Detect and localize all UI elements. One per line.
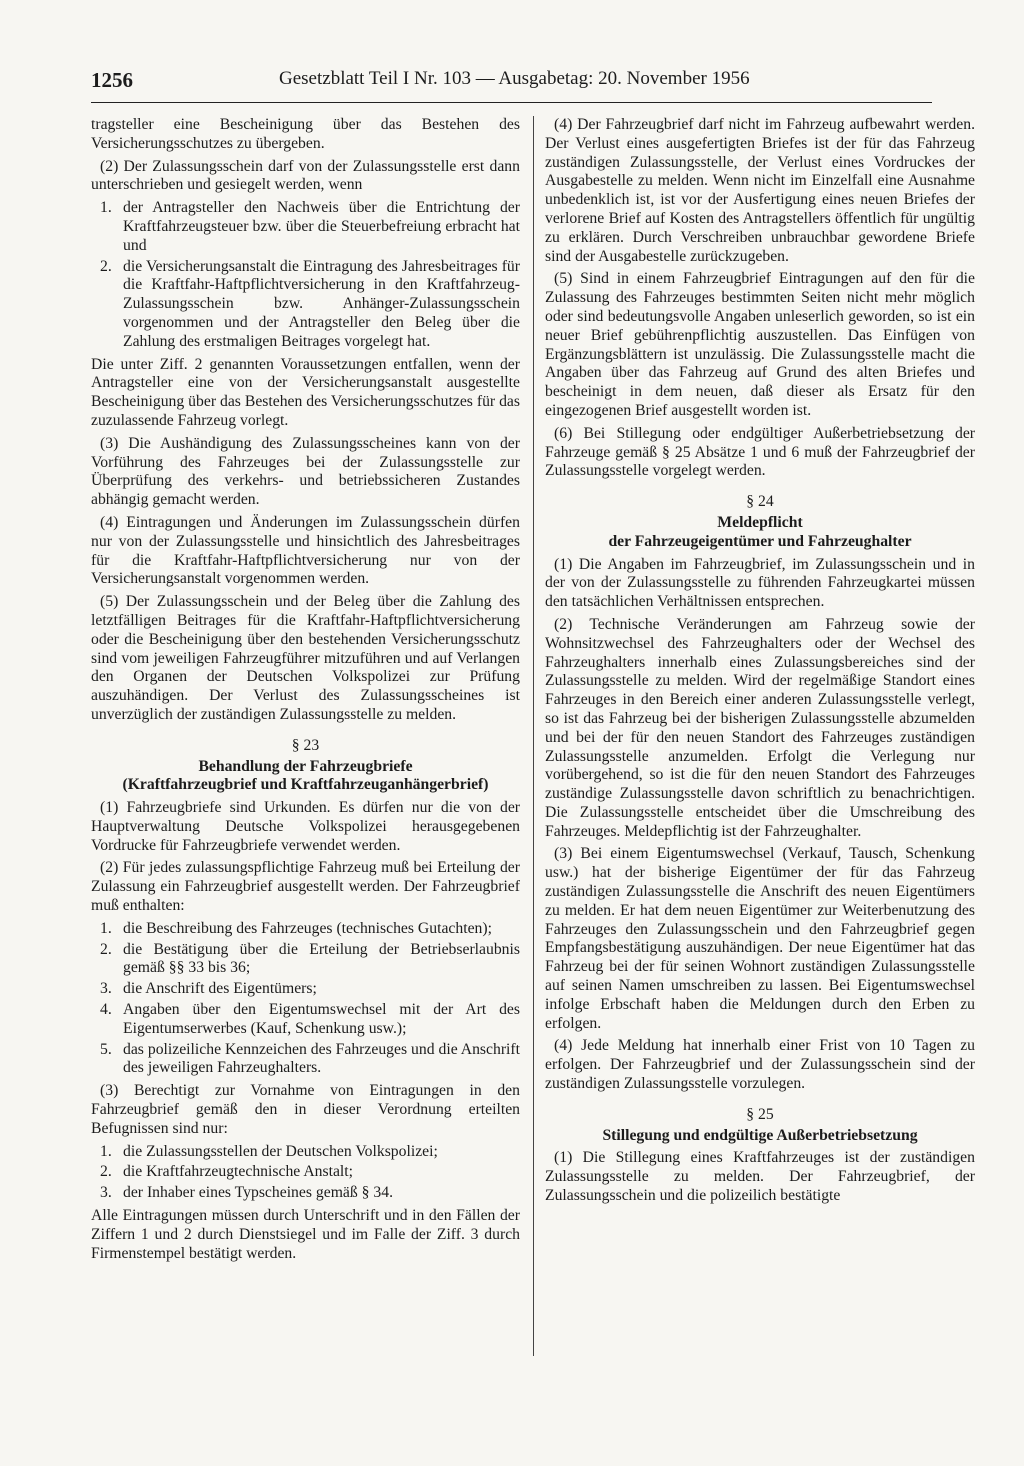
paragraph-22-2: (2) Der Zulassungsschein darf von der Zulassungsstelle erst dann unterschrieben und gesiegelt werden, wenn [91, 157, 520, 194]
section-24-title [545, 514, 975, 552]
list-item: 4. Angaben über den Eigentumswechsel mit der Art des Eigentumserwerbes (Kauf, Schenkung usw.); [100, 1001, 520, 1037]
paragraph-continuation: tragsteller eine Bescheinigung über das Bestehen des Versicherungsschutzes zu übergeben. [91, 116, 520, 152]
section-23-title-line1: Behandlung der Fahrzeugbriefe [198, 757, 413, 775]
paragraph-24-1: (1) Die Angaben im Fahrzeugbrief, im Zulassungsschein und in der von der Zulassungsstelle zu führenden Fahrzeugkartei müssen den tatsächlichen Verhältnissen entsprechen. [545, 555, 975, 611]
page-header [91, 68, 931, 94]
paragraph-24-3: (3) Bei einem Eigentumswechsel (Verkauf, Tausch, Schenkung usw.) hat der bisherige Eigentümer der für das Fahrzeug zuständigen Zulassungsstelle die Anschrift des neuen Eigentümers zu melden. Er hat dem neuen Eigentümer zur Weiterbenutzung des Fahrzeuges den Zulassungsschein und den Fahrzeugbrief gegen Empfangsbestätigung auszuhändigen. Der neue Eigentümer hat das Fahrzeug bei der für seinen Wohnort zuständigen Zulassungsstelle auf seinen Namen umschreiben zu lassen. Bei Eigentumswechsel infolge Erbschaft haben die Meldungen durch den Erben zu erfolgen. [545, 845, 975, 1032]
list-item: 2. die Kraftfahrzeugtechnische Anstalt; [100, 1163, 353, 1181]
paragraph-22-4: (4) Eintragungen und Änderungen im Zulassungsschein dürfen nur von der Zulassungsstelle und hinsichtlich des Jahresbeitrages für die Kraftfahr-Haftpflichtversicherung nur von der Versicherungsanstalt vorgenommen werden. [91, 513, 520, 588]
right-column [545, 116, 975, 1210]
section-23-title-line2: (Kraftfahrzeugbrief und Kraftfahrzeuganhängerbrief) [122, 776, 489, 794]
paragraph-23-1: (1) Fahrzeugbriefe sind Urkunden. Es dürfen nur die von der Hauptverwaltung Deutsche Volkspolizei herausgegebenen Vordrucke für Fahrzeugbriefe verwendet werden. [91, 799, 520, 854]
section-24-title-line1: Meldepflicht [717, 513, 803, 531]
list-item: 1. die Beschreibung des Fahrzeuges (technisches Gutachten); [100, 919, 492, 937]
list-23-3 [91, 1143, 520, 1203]
section-23-number: § 23 [291, 736, 320, 754]
page-number: 1256 [91, 68, 133, 92]
section-25-title: Stillegung und endgültige Außerbetriebsetzung [602, 1126, 918, 1144]
list-item: 1. die Zulassungsstellen der Deutschen Volkspolizei; [100, 1142, 438, 1160]
paragraph-22-3: (3) Die Aushändigung des Zulassungsscheines kann von der Vorführung des Fahrzeuges bei der Zulassungsstelle zur Überprüfung des verkehrs- und betriebssicheren Zustandes abhängig gemacht werden. [91, 434, 520, 509]
header-rule [91, 102, 932, 103]
list-item: 5. das polizeiliche Kennzeichen des Fahrzeuges und die Anschrift des jeweiligen Fahrzeughalters. [100, 1040, 520, 1077]
list-item: 2. die Versicherungsanstalt die Eintragung des Jahresbeitrages für die Kraftfahr-Haftpflichtversicherung in den Kraftfahrzeug-Zulassungsschein bzw. Anhänger-Zulassungsschein vorgenommen und der Antragsteller den Beleg über die Zahlung des erstmaligen Beitrages vorgelegt hat. [100, 257, 520, 350]
section-24-number: § 24 [746, 493, 774, 511]
paragraph-24-2: (2) Technische Veränderungen am Fahrzeug sowie der Wohnsitzwechsel des Fahrzeughalters oder der Wechsel des Fahrzeughalters innerhalb eines Zulassungsbereiches sind der Zulassungsstelle zu melden. Wird der regelmäßige Standort eines Fahrzeuges in den Bereich einer anderen Zulassungsstelle verlegt, so ist das Fahrzeug bei der bisherigen Zulassungsstelle abzumelden und bei der für den neuen Standort des Fahrzeuges zuständigen Zulassungsstelle anzumelden. Erfolgt die Verlegung nur vorübergehend, so ist die für den neuen Standort des Fahrzeuges zuständige Zulassungsstelle davon schriftlich zu benachrichtigen. Die Zulassungsstelle entscheidet über die Umschreibung des Fahrzeuges. Meldepflichtig ist der Fahrzeughalter. [545, 615, 975, 840]
section-24-title-line2: der Fahrzeugeigentümer und Fahrzeughalter [608, 532, 912, 550]
column-divider [533, 116, 534, 1356]
list-22-2 [91, 199, 520, 351]
left-column [91, 116, 520, 1267]
paragraph-23-3-after: Alle Eintragungen müssen durch Unterschrift und in den Fällen der Ziffern 1 und 2 durch Dienstsiegel und im Falle der Ziff. 3 durch Firmenstempel bestätigt werden. [91, 1207, 520, 1262]
list-item: 2. die Bestätigung über die Erteilung der Betriebserlaubnis gemäß §§ 33 bis 36; [100, 940, 520, 977]
publication-title: Gesetzblatt Teil I Nr. 103 — Ausgabetag: 20. November 1956 [279, 68, 750, 89]
list-item: 3. die Anschrift des Eigentümers; [100, 980, 317, 998]
paragraph-23-2: (2) Für jedes zulassungspflichtige Fahrzeug muß bei Erteilung der Zulassung ein Fahrzeugbrief ausgestellt werden. Der Fahrzeugbrief muß enthalten: [91, 859, 520, 915]
paragraph-24-4: (4) Jede Meldung hat innerhalb einer Frist von 10 Tagen zu erfolgen. Der Fahrzeugbrief und der Zulassungsschein sind der zuständigen Zulassungsstelle vorzulegen. [545, 1037, 975, 1093]
section-25-number: § 25 [746, 1105, 774, 1123]
paragraph-22-2-after: Die unter Ziff. 2 genannten Voraussetzungen entfallen, wenn der Antragsteller eine von der Versicherungsanstalt ausgestellte Bescheinigung über das Bestehen des Versicherungsschutzes für das zuzulassende Fahrzeug vorlegt. [91, 355, 520, 429]
list-item: 3. der Inhaber eines Typscheines gemäß § 34. [100, 1184, 394, 1202]
list-23-2 [91, 920, 520, 1078]
paragraph-22-5: (5) Der Zulassungsschein und der Beleg über die Zahlung des letztfälligen Beitrages für die Kraftfahr-Haftpflichtversicherung oder die Bescheinigung über den bestehenden Versicherungsschutz sind vom jeweiligen Fahrzeugführer mitzuführen und auf Verlangen den Organen der Deutschen Volkspolizei zur Prüfung auszuhändigen. Der Verlust des Zulassungsscheines ist unverzüglich der zuständigen Zulassungsstelle zu melden. [91, 593, 520, 723]
paragraph-23-5: (5) Sind in einem Fahrzeugbrief Eintragungen auf den für die Zulassung des Fahrzeuges bestimmten Seiten nicht mehr möglich oder sind bedeutungsvolle Angaben unleserlich geworden, so ist ein neuer Brief gebührenpflichtig auszustellen. Das Einfügen von Ergänzungsblättern ist unzulässig. Die Zulassungsstelle macht die Angaben über das Fahrzeug auf Grund des alten Briefes und bescheinigt in dem neuen, daß dieser als Ersatz für den eingezogenen Brief ausgestellt worden ist. [545, 270, 975, 419]
paragraph-25-1: (1) Die Stillegung eines Kraftfahrzeuges ist der zuständigen Zulassungsstelle zu melden. Der Fahrzeugbrief, der Zulassungsschein und die polizeilich bestätigte [545, 1149, 975, 1205]
paragraph-23-6: (6) Bei Stillegung oder endgültiger Außerbetriebsetzung der Fahrzeuge gemäß § 25 Absätze 1 und 6 muß der Fahrzeugbrief der Zulassungsstelle vorgelegt werden. [545, 424, 975, 480]
paragraph-23-4: (4) Der Fahrzeugbrief darf nicht im Fahrzeug aufbewahrt werden. Der Verlust eines ausgefertigten Briefes ist der für das Fahrzeug zuständigen Zulassungsstelle, der Verlust eines Vordruckes der Ausgabestelle zu melden. Wenn nicht im Einzelfall eine Ausnahme unbedenklich ist, ist vor der Ausfertigung eines neuen Briefes der verlorene Brief auf Kosten des Antragstellers öffentlich für ungültig zu erklären. Durch Verschreiben unbrauchbar gewordene Briefe sind der Ausgabestelle zurückzugeben. [545, 116, 975, 265]
list-item: 1. der Antragsteller den Nachweis über die Entrichtung der Kraftfahrzeugsteuer bzw. über die Steuerbefreiung erbracht hat und [100, 199, 520, 254]
section-23-title [91, 758, 520, 796]
paragraph-23-3: (3) Berechtigt zur Vornahme von Eintragungen in den Fahrzeugbrief gemäß den in dieser Verordnung erteilten Befugnissen sind nur: [91, 1082, 520, 1137]
